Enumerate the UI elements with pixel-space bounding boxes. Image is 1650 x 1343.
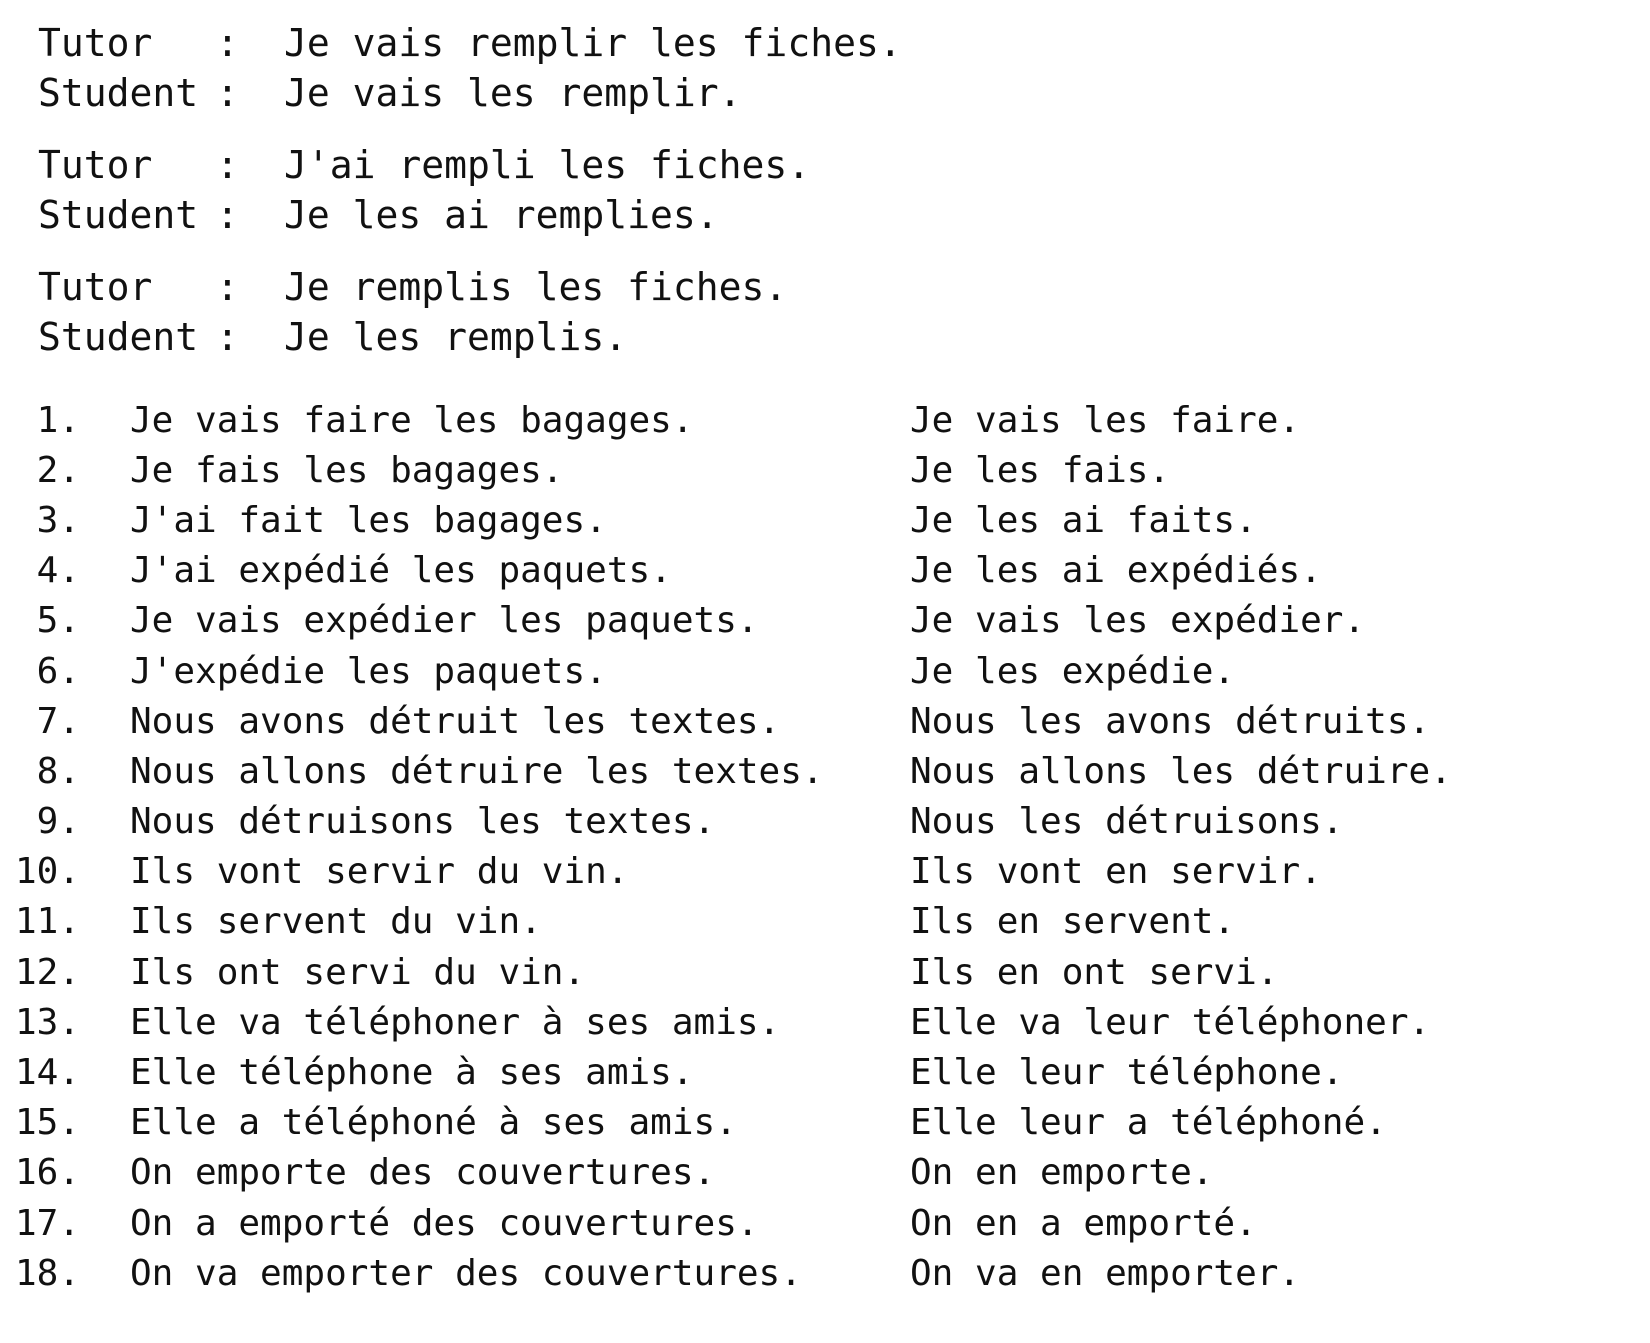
drill-row	[0, 696, 1452, 746]
drill-number: 6.	[36, 650, 80, 692]
drill-answer: On en emporte.	[910, 1152, 1214, 1194]
drill-answer: Elle leur téléphone.	[910, 1052, 1344, 1094]
drill-number: 13.	[14, 1001, 80, 1043]
tutor-text: Je vais remplir les fiches.	[284, 21, 902, 65]
drill-answer: Nous les avons détruits.	[910, 700, 1431, 742]
colon: :	[216, 265, 239, 309]
drill-answer: Je vais les expédier.	[910, 600, 1366, 642]
drill-prompt: J'ai fait les bagages.	[130, 499, 607, 541]
drill-prompt: Ils servent du vin.	[130, 901, 542, 943]
drill-row	[0, 746, 1452, 796]
drill-answer: On en a emporté.	[910, 1202, 1257, 1244]
colon: :	[216, 21, 239, 65]
student-line	[38, 68, 902, 118]
drill-number: 15.	[14, 1102, 80, 1144]
drill-prompt: On emporte des couvertures.	[130, 1152, 716, 1194]
example-pair	[38, 262, 902, 362]
drill-prompt: Ils ont servi du vin.	[130, 951, 586, 993]
drill-answer: Je les expédie.	[910, 650, 1236, 692]
drill-prompt: Je fais les bagages.	[130, 449, 564, 491]
colon: :	[216, 71, 239, 115]
student-line	[38, 312, 902, 362]
drill-answer: On va en emporter.	[910, 1252, 1301, 1294]
student-label: Student	[38, 71, 199, 115]
student-text: Je les ai remplies.	[284, 193, 719, 237]
example-pair	[38, 18, 902, 118]
drill-row	[0, 646, 1452, 696]
drill-row	[0, 997, 1452, 1047]
drill-row	[0, 596, 1452, 646]
colon: :	[216, 193, 239, 237]
drill-answer: Je les fais.	[910, 449, 1171, 491]
example-pair	[38, 140, 902, 240]
colon: :	[216, 143, 239, 187]
drill-row	[0, 897, 1452, 947]
student-text: Je les remplis.	[284, 315, 628, 359]
tutor-label: Tutor	[38, 265, 153, 309]
drill-row	[0, 546, 1452, 596]
tutor-line	[38, 18, 902, 68]
drill-number: 10.	[14, 851, 80, 893]
student-label: Student	[38, 315, 199, 359]
drill-row	[0, 947, 1452, 997]
drill-number: 5.	[36, 600, 80, 642]
student-text: Je vais les remplir.	[284, 71, 742, 115]
tutor-line	[38, 262, 902, 312]
drill-list	[0, 395, 1452, 1298]
drill-number: 2.	[36, 449, 80, 491]
drill-number: 18.	[14, 1252, 80, 1294]
tutor-line	[38, 140, 902, 190]
drill-answer: Elle va leur téléphoner.	[910, 1001, 1431, 1043]
drill-row	[0, 1047, 1452, 1097]
tutor-label: Tutor	[38, 143, 153, 187]
drill-answer: Je vais les faire.	[910, 399, 1301, 441]
drill-answer: Elle leur a téléphoné.	[910, 1102, 1387, 1144]
drill-answer: Nous les détruisons.	[910, 801, 1344, 843]
drill-number: 7.	[36, 700, 80, 742]
tutor-text: J'ai rempli les fiches.	[284, 143, 811, 187]
drill-number: 14.	[14, 1052, 80, 1094]
example-section	[38, 18, 902, 384]
drill-number: 9.	[36, 801, 80, 843]
drill-row	[0, 1198, 1452, 1248]
drill-answer: Nous allons les détruire.	[910, 750, 1452, 792]
drill-number: 3.	[36, 499, 80, 541]
drill-row	[0, 1098, 1452, 1148]
drill-number: 12.	[14, 951, 80, 993]
drill-prompt: J'ai expédié les paquets.	[130, 550, 672, 592]
colon: :	[216, 315, 239, 359]
tutor-label: Tutor	[38, 21, 153, 65]
drill-row	[0, 445, 1452, 495]
student-label: Student	[38, 193, 199, 237]
drill-prompt: On a emporté des couvertures.	[130, 1202, 759, 1244]
drill-answer: Je les ai faits.	[910, 499, 1257, 541]
drill-row	[0, 847, 1452, 897]
drill-answer: Ils vont en servir.	[910, 851, 1322, 893]
drill-number: 4.	[36, 550, 80, 592]
drill-prompt: Elle téléphone à ses amis.	[130, 1052, 694, 1094]
drill-answer: Je les ai expédiés.	[910, 550, 1322, 592]
drill-row	[0, 1148, 1452, 1198]
drill-prompt: Ils vont servir du vin.	[130, 851, 629, 893]
drill-row	[0, 495, 1452, 545]
drill-prompt: Elle a téléphoné à ses amis.	[130, 1102, 737, 1144]
drill-number: 8.	[36, 750, 80, 792]
drill-prompt: Elle va téléphoner à ses amis.	[130, 1001, 781, 1043]
drill-answer: Ils en ont servi.	[910, 951, 1279, 993]
drill-number: 1.	[36, 399, 80, 441]
drill-prompt: J'expédie les paquets.	[130, 650, 607, 692]
drill-prompt: Je vais faire les bagages.	[130, 399, 694, 441]
drill-prompt: On va emporter des couvertures.	[130, 1252, 802, 1294]
drill-row	[0, 1248, 1452, 1298]
drill-prompt: Nous allons détruire les textes.	[130, 750, 824, 792]
drill-prompt: Nous avons détruit les textes.	[130, 700, 781, 742]
tutor-text: Je remplis les fiches.	[284, 265, 788, 309]
drill-number: 11.	[14, 901, 80, 943]
drill-answer: Ils en servent.	[910, 901, 1236, 943]
drill-row	[0, 797, 1452, 847]
drill-number: 17.	[14, 1202, 80, 1244]
drill-prompt: Je vais expédier les paquets.	[130, 600, 759, 642]
drill-number: 16.	[14, 1152, 80, 1194]
drill-prompt: Nous détruisons les textes.	[130, 801, 716, 843]
drill-row	[0, 395, 1452, 445]
student-line	[38, 190, 902, 240]
